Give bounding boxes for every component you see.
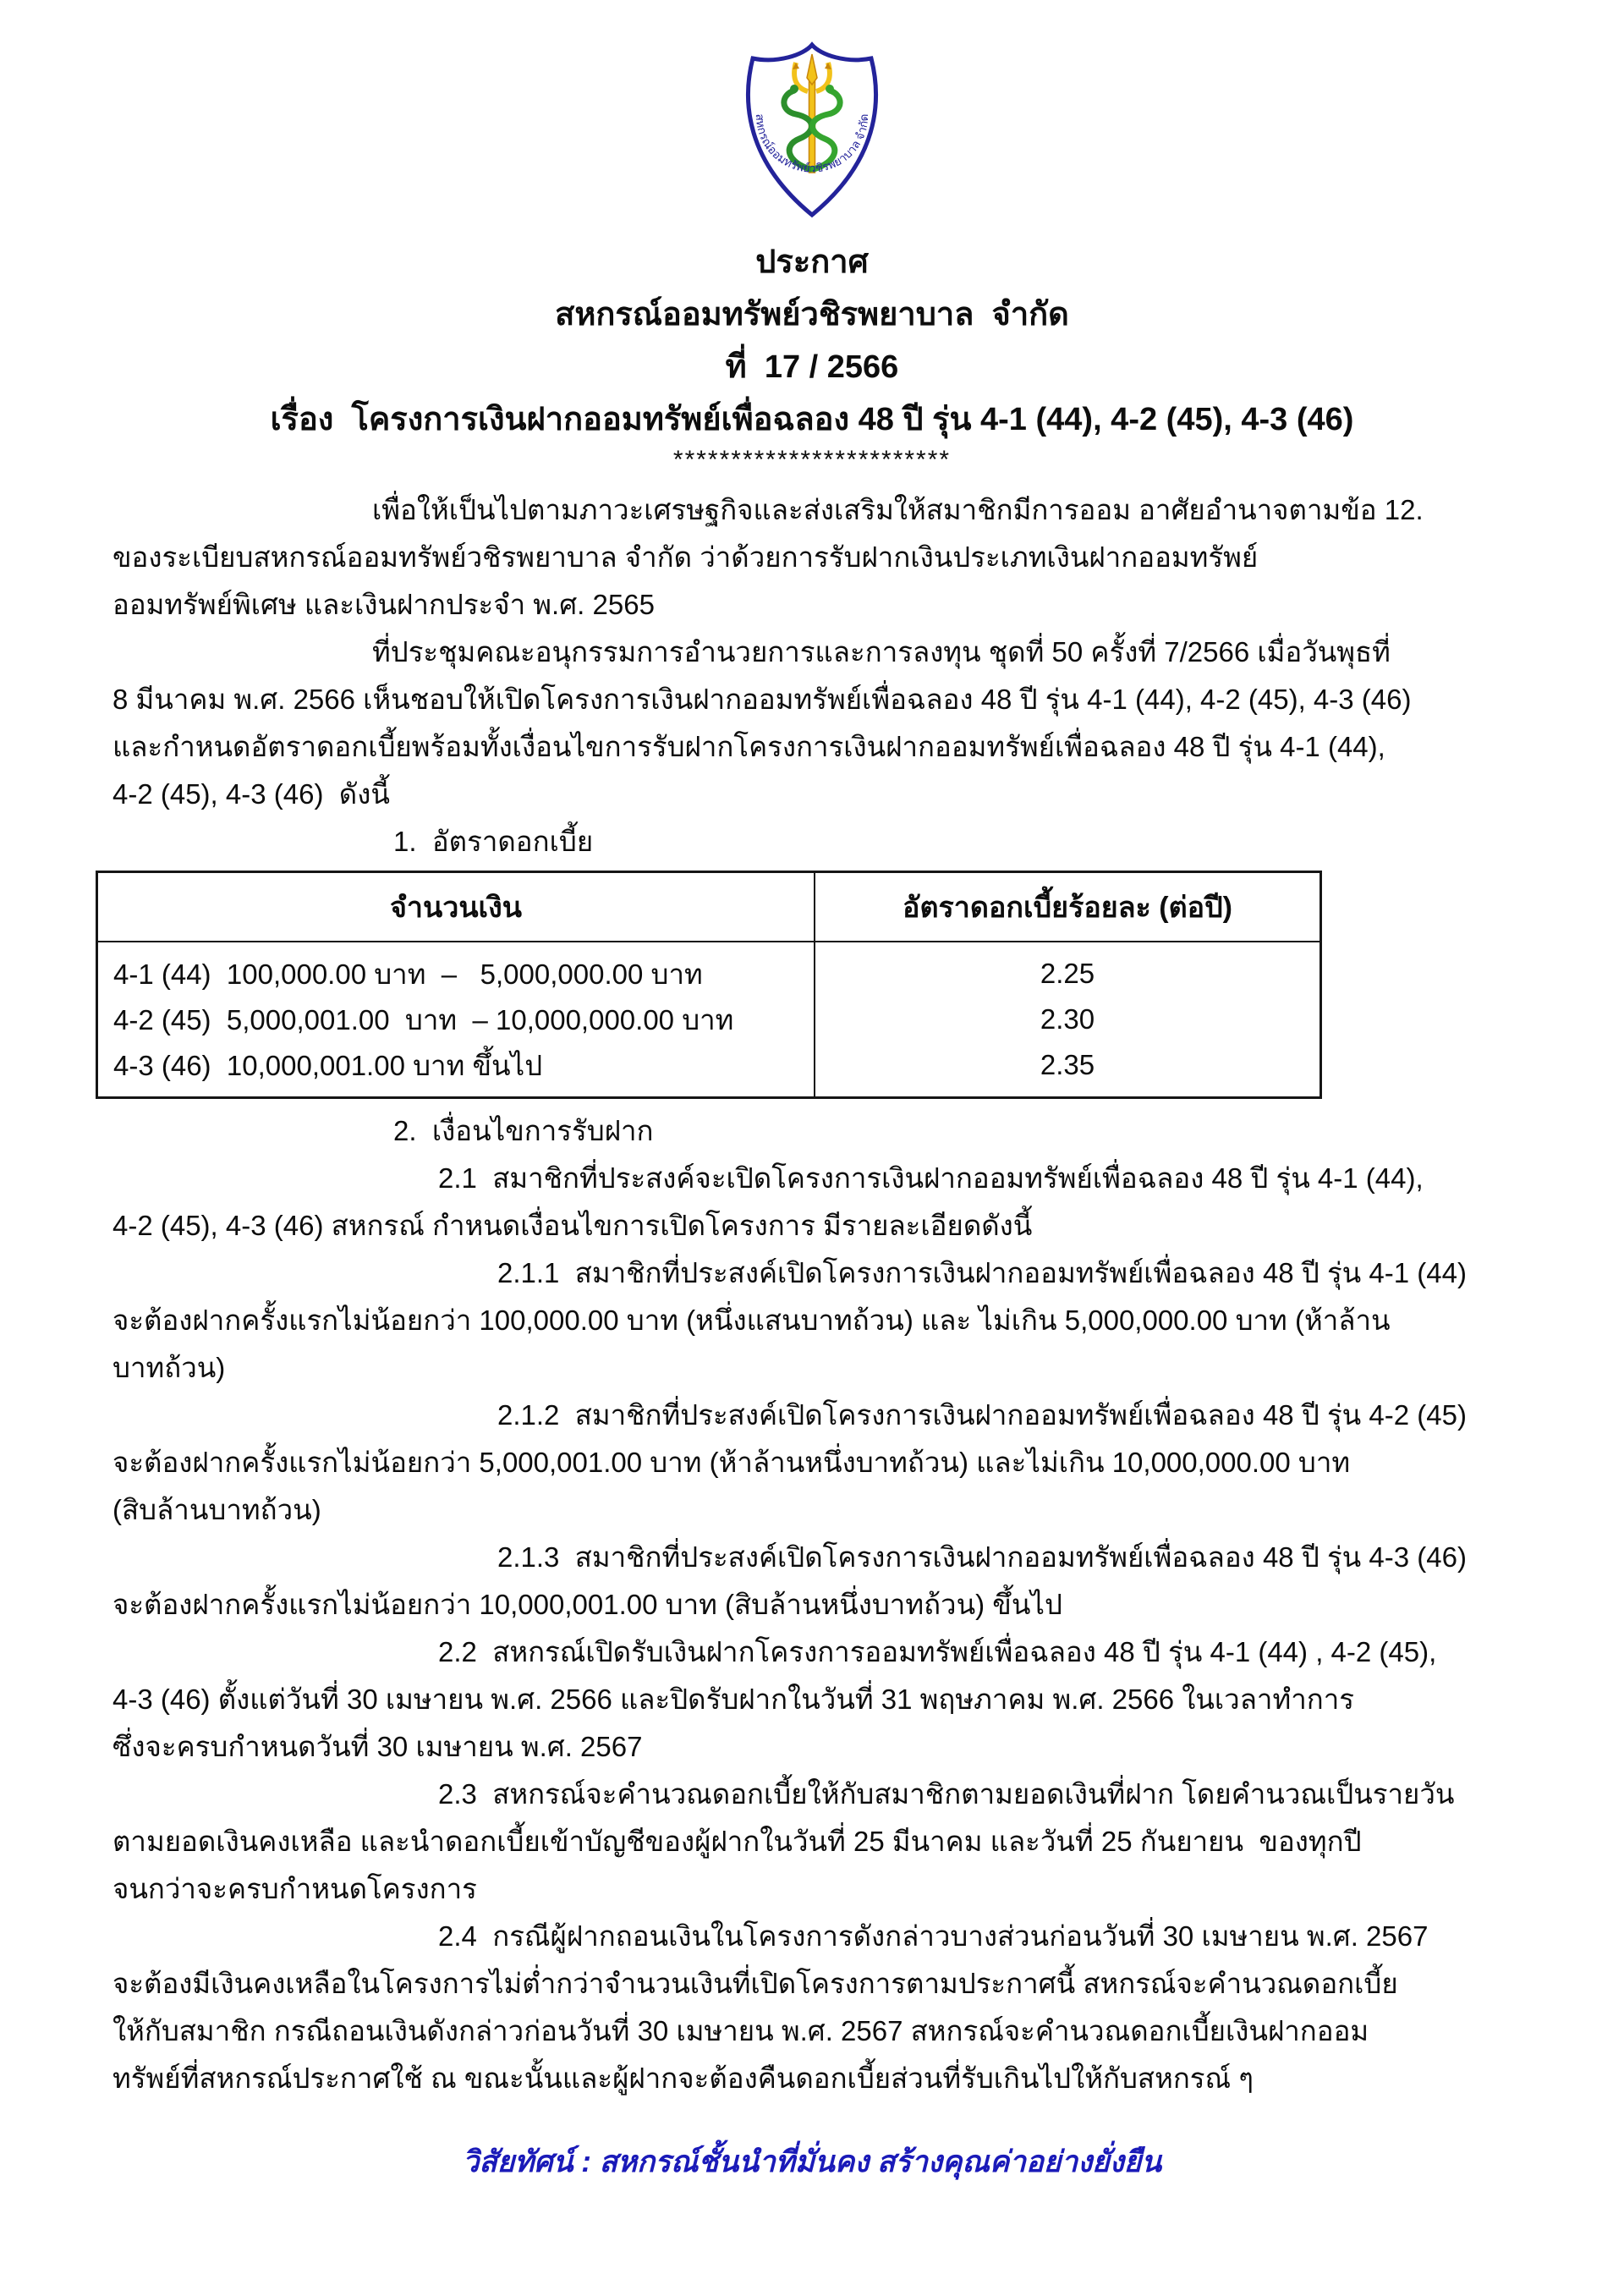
body-section-2	[112, 1107, 1514, 2102]
rate-column-header: อัตราดอกเบี้ยร้อยละ (ต่อปี)	[815, 872, 1321, 942]
body-line: 2.4 กรณีผู้ฝากถอนเงินในโครงการดังกล่าวบางส่วนก่อนวันที่ 30 เมษายน พ.ศ. 2567	[438, 1920, 1429, 1952]
cooperative-shield-logo-icon	[732, 41, 892, 222]
body-line: 2. เงื่อนไขการรับฝาก	[393, 1115, 654, 1146]
table-row	[97, 942, 1321, 997]
logo-circular-text: สหกรณ์ออมทรัพย์วชิรพยาบาล จำกัด	[753, 113, 871, 175]
organization-name: สหกรณ์ออมทรัพย์วชิรพยาบาล จำกัด	[555, 297, 1069, 332]
rate-table-container	[96, 871, 1624, 1099]
amount-cell: 4-1 (44) 100,000.00 บาท – 5,000,000.00 บาท	[97, 942, 815, 997]
body-line: (สิบล้านบาทถ้วน)	[112, 1494, 321, 1525]
amount-column-header: จำนวนเงิน	[97, 872, 815, 942]
announcement-heading: ประกาศ	[755, 244, 869, 280]
body-line: จนกว่าจะครบกำหนดโครงการ	[112, 1873, 477, 1904]
body-line: ทรัพย์ที่สหกรณ์ประกาศใช้ ณ ขณะนั้นและผู้ฝากจะต้องคืนดอกเบี้ยส่วนที่รับเกินไปให้กับสหกรณ์ ๆ	[112, 2063, 1254, 2094]
body-line: จะต้องฝากครั้งแรกไม่น้อยกว่า 10,000,001.00 บาท (สิบล้านหนึ่งบาทถ้วน) ขึ้นไป	[112, 1589, 1062, 1620]
vision-statement: วิสัยทัศน์ : สหกรณ์ชั้นนำที่มั่นคง สร้างคุณค่าอย่างยั่งยืน	[462, 2145, 1162, 2178]
amount-cell: 4-3 (46) 10,000,001.00 บาท ขึ้นไป	[97, 1042, 815, 1098]
interest-rate-table	[96, 871, 1322, 1099]
body-line: 2.2 สหกรณ์เปิดรับเงินฝากโครงการออมทรัพย์เพื่อฉลอง 48 ปี รุ่น 4-1 (44) , 4-2 (45),	[438, 1636, 1437, 1667]
body-line: ออมทรัพย์พิเศษ และเงินฝากประจำ พ.ศ. 2565	[112, 589, 655, 620]
body-line: ที่ประชุมคณะอนุกรรมการอำนวยการและการลงทุน ชุดที่ 50 ครั้งที่ 7/2566 เมื่อวันพุธที่	[372, 636, 1391, 667]
document-number: ที่ 17 / 2566	[725, 349, 899, 385]
subject-line: เรื่อง โครงการเงินฝากออมทรัพย์เพื่อฉลอง 48 ปี รุ่น 4-1 (44), 4-2 (45), 4-3 (46)	[270, 402, 1354, 437]
body-line: ตามยอดเงินคงเหลือ และนำดอกเบี้ยเข้าบัญชีของผู้ฝากในวันที่ 25 มีนาคม และวันที่ 25 กันยายน ของทุกปี	[112, 1826, 1362, 1857]
body-line: ของระเบียบสหกรณ์ออมทรัพย์วชิรพยาบาล จำกัด ว่าด้วยการรับฝากเงินประเภทเงินฝากออมทรัพย์	[112, 541, 1259, 573]
body-line: จะต้องฝากครั้งแรกไม่น้อยกว่า 100,000.00 บาท (หนึ่งแสนบาทถ้วน) และ ไม่เกิน 5,000,000.00 บาท (ห้าล้าน	[112, 1305, 1391, 1336]
body-line: 4-2 (45), 4-3 (46) ดังนี้	[112, 778, 390, 810]
table-header-row	[97, 872, 1321, 942]
body-line: 1. อัตราดอกเบี้ย	[393, 826, 594, 857]
body-section-1	[112, 486, 1514, 865]
asterisk-divider: ************************	[672, 446, 952, 474]
body-line: 4-2 (45), 4-3 (46) สหกรณ์ กำหนดเงื่อนไขการเปิดโครงการ มีรายละเอียดดังนี้	[112, 1210, 1033, 1241]
amount-cell: 4-2 (45) 5,000,001.00 บาท – 10,000,000.00 บาท	[97, 997, 815, 1042]
body-line: 2.1 สมาชิกที่ประสงค์จะเปิดโครงการเงินฝากออมทรัพย์เพื่อฉลอง 48 ปี รุ่น 4-1 (44),	[438, 1162, 1424, 1194]
table-row	[97, 1042, 1321, 1098]
body-line: บาทถ้วน)	[112, 1352, 226, 1383]
body-line: ซึ่งจะครบกำหนดวันที่ 30 เมษายน พ.ศ. 2567	[112, 1731, 643, 1762]
table-row	[97, 997, 1321, 1042]
body-line: 4-3 (46) ตั้งแต่วันที่ 30 เมษายน พ.ศ. 2566 และปิดรับฝากในวันที่ 31 พฤษภาคม พ.ศ. 2566 ในเวลาทำการ	[112, 1684, 1354, 1715]
logo-container	[0, 0, 1624, 226]
body-line: เพื่อให้เป็นไปตามภาวะเศรษฐกิจและส่งเสริมให้สมาชิกมีการออม อาศัยอำนาจตามข้อ 12.	[372, 494, 1424, 525]
body-line: 2.3 สหกรณ์จะคำนวณดอกเบี้ยให้กับสมาชิกตามยอดเงินที่ฝาก โดยคำนวณเป็นรายวัน	[438, 1778, 1455, 1810]
body-line: และกำหนดอัตราดอกเบี้ยพร้อมทั้งเงื่อนไขการรับฝากโครงการเงินฝากออมทรัพย์เพื่อฉลอง 48 ปี รุ่น 4-1 (44),	[112, 731, 1385, 762]
document-header	[0, 236, 1624, 481]
body-line: ให้กับสมาชิก กรณีถอนเงินดังกล่าวก่อนวันที่ 30 เมษายน พ.ศ. 2567 สหกรณ์จะคำนวณดอกเบี้ยเงินฝากออม	[112, 2015, 1369, 2046]
rate-cell: 2.35	[1040, 1049, 1095, 1080]
rate-cell: 2.25	[1040, 958, 1095, 989]
body-line: จะต้องมีเงินคงเหลือในโครงการไม่ต่ำกว่าจำนวนเงินที่เปิดโครงการตามประกาศนี้ สหกรณ์จะคำนวณดอกเบี้ย	[112, 1968, 1398, 1999]
body-line: 2.1.2 สมาชิกที่ประสงค์เปิดโครงการเงินฝากออมทรัพย์เพื่อฉลอง 48 ปี รุ่น 4-2 (45)	[497, 1399, 1467, 1431]
body-line: 8 มีนาคม พ.ศ. 2566 เห็นชอบให้เปิดโครงการเงินฝากออมทรัพย์เพื่อฉลอง 48 ปี รุ่น 4-1 (44), 4-2 (45), 4-3 (46)	[112, 684, 1412, 715]
body-line: 2.1.3 สมาชิกที่ประสงค์เปิดโครงการเงินฝากออมทรัพย์เพื่อฉลอง 48 ปี รุ่น 4-3 (46)	[497, 1541, 1467, 1573]
body-line: 2.1.1 สมาชิกที่ประสงค์เปิดโครงการเงินฝากออมทรัพย์เพื่อฉลอง 48 ปี รุ่น 4-1 (44)	[497, 1257, 1467, 1288]
body-line: จะต้องฝากครั้งแรกไม่น้อยกว่า 5,000,001.00 บาท (ห้าล้านหนึ่งบาทถ้วน) และไม่เกิน 10,000,000.00 บาท	[112, 1447, 1351, 1478]
rate-cell: 2.30	[1040, 1003, 1095, 1035]
